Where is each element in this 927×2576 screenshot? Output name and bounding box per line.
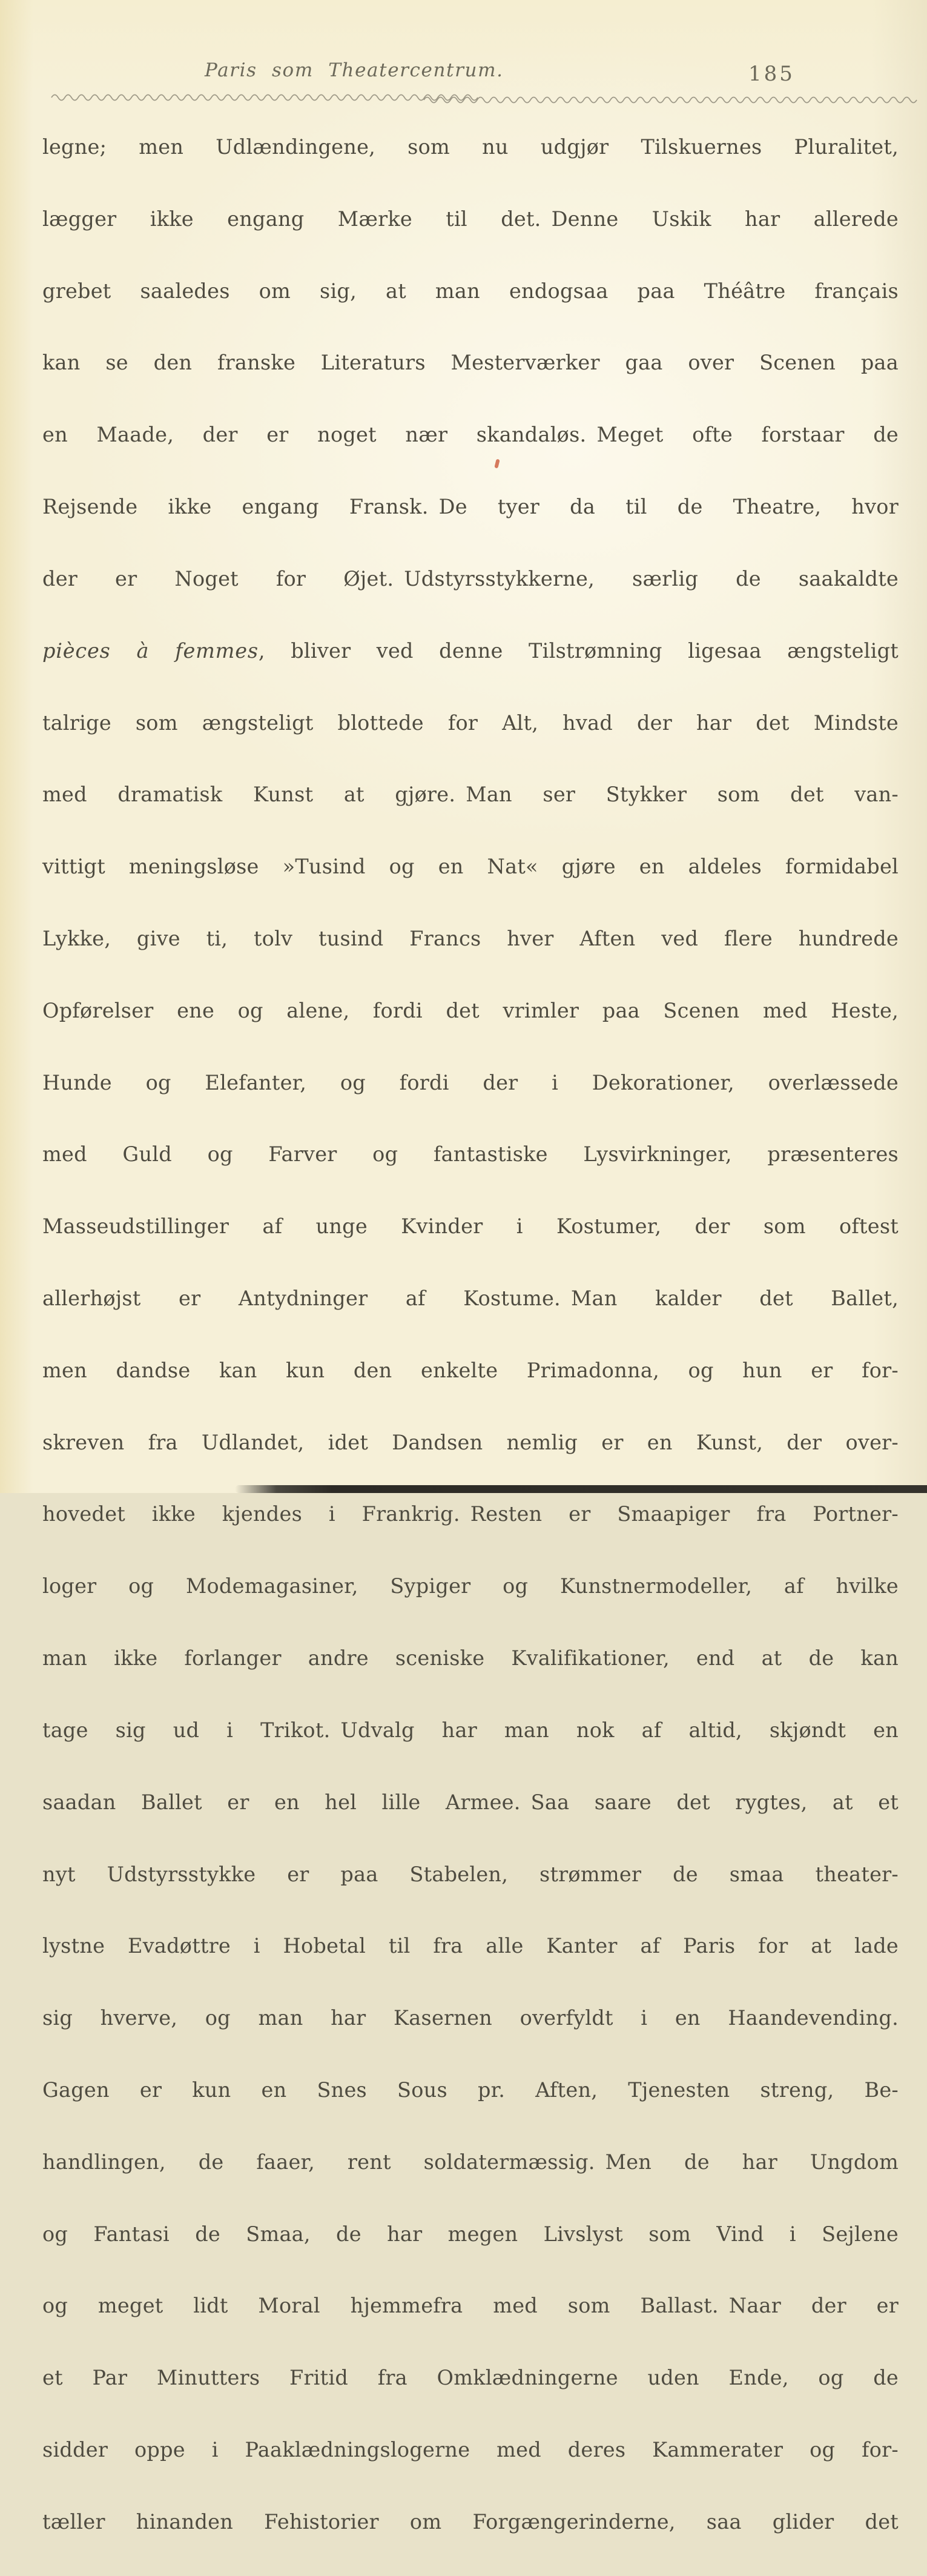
text-line xyxy=(42,705,899,777)
text-run: og Fantasi de Smaa, de har megen Livslyst som Vind i Sejlene xyxy=(42,2222,899,2246)
text-run: handlingen, de faaer, rent soldatermæssig. Men de har Ungdom xyxy=(42,2150,899,2174)
text-run: Hunde og Elefanter, og fordi der i Dekorationer, overlæssede xyxy=(42,1070,899,1094)
text-run: men dandse kan kun den enkelte Primadonna, og hun er for- xyxy=(42,1358,899,1382)
text-line xyxy=(42,2144,899,2216)
text-line xyxy=(42,561,899,633)
text-line xyxy=(42,201,899,273)
text-line xyxy=(42,1928,899,2000)
text-run: , bliver ved denne Tilstrømning ligesaa ængsteligt xyxy=(258,638,899,663)
text-run: et Par Minutters Fritid fra Omklædningerne uden Ende, og de xyxy=(42,2366,899,2390)
text-line xyxy=(42,2360,899,2432)
text-line xyxy=(42,2000,899,2072)
text-run: tæller hinanden Fehistorier om Forgængerinderne, saa glider det xyxy=(42,2509,899,2534)
text-run: allerhøjst er Antydninger af Kostume. Man kalder det Ballet, xyxy=(42,1286,899,1310)
text-line xyxy=(42,633,899,705)
text-line xyxy=(42,2072,899,2144)
text-run: man ikke forlanger andre sceniske Kvalifikationer, end at de kan xyxy=(42,1646,899,1670)
text-line xyxy=(42,1496,899,1568)
text-line xyxy=(42,2432,899,2504)
text-run: nyt Udstyrsstykke er paa Stabelen, strømmer de smaa theater- xyxy=(42,1862,899,1886)
text-line xyxy=(42,776,899,849)
text-line xyxy=(42,849,899,921)
text-line xyxy=(42,1784,899,1856)
text-run: Opførelser ene og alene, fordi det vrimler paa Scenen med Heste, xyxy=(42,998,899,1022)
text-run: Rejsende ikke engang Fransk. De tyer da til de Theatre, hvor xyxy=(42,495,899,519)
text-run: sig hverve, og man har Kasernen overfyldt i en Haandevending. xyxy=(42,2006,899,2030)
text-line xyxy=(42,489,899,561)
page-number: 185 xyxy=(748,62,795,86)
text-run: Masseudstillinger af unge Kvinder i Kostumer, der som oftest xyxy=(42,1214,899,1239)
squiggle-rule-right xyxy=(424,93,908,105)
text-run: med dramatisk Kunst at gjøre. Man ser Stykker som det van- xyxy=(42,783,899,807)
text-run: legne; men Udlændingene, som nu udgjør Tilskuernes Pluralitet, xyxy=(42,135,899,159)
squiggle-rule-svg xyxy=(51,91,475,103)
text-run: kan se den franske Literaturs Mesterværker gaa over Scenen paa xyxy=(42,351,899,375)
scan-edge-artifact xyxy=(235,1485,927,1493)
squiggle-path xyxy=(51,95,478,101)
text-line xyxy=(42,1640,899,1712)
text-line xyxy=(42,417,899,489)
text-run: loger og Modemagasiner, Sypiger og Kunstnermodeller, af hvilke xyxy=(42,1574,899,1598)
text-run: lægger ikke engang Mærke til det. Denne Uskik har allerede xyxy=(42,207,899,231)
text-line xyxy=(42,1280,899,1353)
text-run: grebet saaledes om sig, at man endogsaa paa Théâtre français xyxy=(42,279,899,303)
text-line xyxy=(42,273,899,345)
text-line xyxy=(42,2504,899,2576)
squiggle-rule-left xyxy=(51,91,475,103)
text-run: Gagen er kun en Snes Sous pr. Aften, Tjenesten streng, Be- xyxy=(42,2078,899,2102)
text-run: Lykke, give ti, tolv tusind Francs hver Aften ved flere hundrede xyxy=(42,926,899,950)
text-line xyxy=(42,1568,899,1640)
text-run: med Guld og Farver og fantastiske Lysvirkninger, præsenteres xyxy=(42,1142,899,1167)
italic-phrase: pièces à femmes xyxy=(42,638,259,663)
text-run: der er Noget for Øjet. Udstyrsstykkerne, særlig de saakaldte xyxy=(42,566,899,591)
text-run: talrige som ængsteligt blottede for Alt, hvad der har det Mindste xyxy=(42,710,899,735)
text-run: skreven fra Udlandet, idet Dandsen nemlig er en Kunst, der over- xyxy=(42,1430,899,1454)
body-text xyxy=(42,129,899,2576)
text-run: en Maade, der er noget nær skandaløs. Meget ofte forstaar de xyxy=(42,423,899,447)
text-run: hovedet ikke kjendes i Frankrig. Resten er Smaapiger fra Portner- xyxy=(42,1502,899,1526)
text-line xyxy=(42,1712,899,1784)
text-line xyxy=(42,2288,899,2360)
text-line xyxy=(42,1136,899,1208)
text-line xyxy=(42,921,899,993)
text-line xyxy=(42,1856,899,1929)
squiggle-rule-svg xyxy=(424,93,908,105)
text-run: saadan Ballet er en hel lille Armee. Saa saare det rygtes, at et xyxy=(42,1790,899,1814)
text-run: og meget lidt Moral hjemmefra med som Ballast. Naar der er xyxy=(42,2294,899,2318)
text-line xyxy=(42,1353,899,1425)
text-line xyxy=(42,2216,899,2288)
text-run: vittigt meningsløse »Tusind og en Nat« gjøre en aldeles formidabel xyxy=(42,855,899,879)
running-head-title: Paris som Theatercentrum. xyxy=(205,59,504,81)
text-line xyxy=(42,345,899,417)
text-run: tage sig ud i Trikot. Udvalg har man nok af altid, skjøndt en xyxy=(42,1718,899,1742)
text-line xyxy=(42,129,899,201)
text-line xyxy=(42,1208,899,1280)
squiggle-path xyxy=(424,98,917,103)
text-line xyxy=(42,993,899,1065)
text-run: sidder oppe i Paaklædningslogerne med deres Kammerater og for- xyxy=(42,2438,899,2462)
text-run: lystne Evadøttre i Hobetal til fra alle Kanter af Paris for at lade xyxy=(42,1934,899,1958)
text-line xyxy=(42,1065,899,1137)
